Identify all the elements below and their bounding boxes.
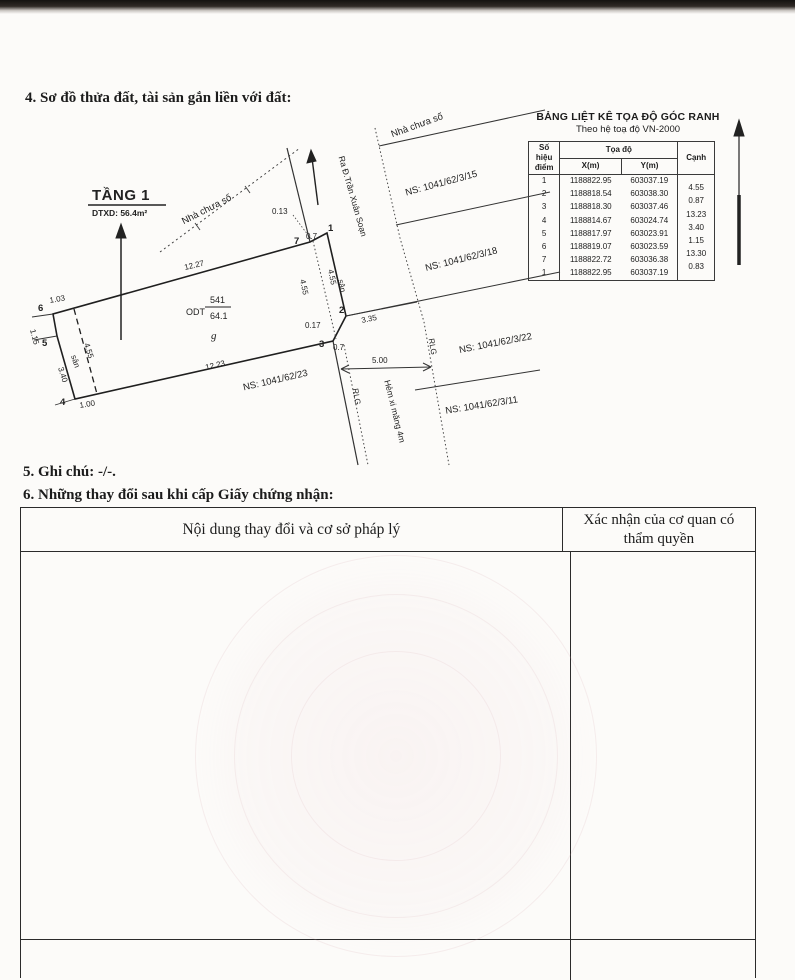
dim-013: 0.13 bbox=[272, 207, 288, 216]
changes-col2-header: Xác nhận của cơ quan có thẩm quyền bbox=[583, 511, 735, 547]
changes-table-header-row bbox=[21, 508, 755, 552]
north-arrow-icon bbox=[116, 224, 126, 340]
table-row: 1 1188822.95 603037.19 bbox=[529, 175, 715, 188]
ns-label-15: NS: 1041/62/3/15 bbox=[404, 168, 479, 199]
coordinate-table-subtitle: Theo hệ toạ độ VN-2000 bbox=[575, 124, 681, 135]
table-row: 3 1188818.30 603037.46 0.87 bbox=[529, 201, 715, 214]
dim-line-335 bbox=[346, 302, 417, 316]
scan-artifact-top-bar bbox=[0, 0, 795, 14]
plot-area: 64.1 bbox=[210, 311, 228, 321]
ns-label-18: NS: 1041/62/3/18 bbox=[424, 245, 499, 274]
dim-07-bottom: 0.7 bbox=[333, 343, 345, 352]
alley-name-label: Hẻm xi măng 4m bbox=[382, 378, 408, 444]
road-name-label: Ra Đ.Trần Xuân Soạn bbox=[336, 154, 370, 238]
table-row: 2 1188818.54 603038.30 4.55 bbox=[529, 188, 715, 201]
col-header-y: Y(m) bbox=[621, 158, 678, 175]
table-row: 1 1188822.95 603037.19 0.83 bbox=[529, 267, 715, 280]
ns-label-23: NS: 1041/62/23 bbox=[242, 367, 309, 394]
dim-front-a: 4.55 bbox=[298, 278, 311, 296]
label-san-left: sân bbox=[69, 353, 82, 369]
col-header-x: X(m) bbox=[560, 158, 621, 175]
col-header-coords: Tọa độ bbox=[560, 142, 678, 159]
coordinate-table-title: BẢNG LIỆT KÊ TỌA ĐỘ GÓC RANH bbox=[536, 111, 720, 123]
label-nha-chua-so-b: Nhà chưa số bbox=[389, 111, 445, 141]
changes-col1-header: Nội dung thay đổi và cơ sở pháp lý bbox=[21, 508, 563, 551]
floor-area: DTXD: 56.4m² bbox=[92, 208, 148, 218]
table-row: 5 1188817.97 603023.91 3.40 bbox=[529, 227, 715, 240]
dim-07-top: 0.7 bbox=[306, 232, 318, 241]
point-2: 2 bbox=[339, 305, 345, 316]
point-4: 4 bbox=[60, 397, 66, 408]
dim-017: 0.17 bbox=[305, 321, 321, 330]
changes-col2-cell bbox=[571, 552, 754, 939]
rlg-label-b: RLG bbox=[426, 337, 439, 356]
witness-ticks bbox=[32, 314, 75, 405]
dim-left-bottom: 1.00 bbox=[78, 398, 96, 410]
plot-landuse: ODT bbox=[186, 307, 205, 317]
dim-divider-455: 4.55 bbox=[82, 341, 96, 360]
dim-front-b: 4.55 bbox=[326, 268, 339, 286]
dim-left-top: 1.03 bbox=[48, 293, 66, 305]
dim-340: 3.40 bbox=[56, 365, 70, 384]
dim-115: 1.15 bbox=[28, 328, 41, 346]
section4-heading: 4. Sơ đồ thửa đất, tài sản gắn liền với đất: bbox=[25, 90, 292, 106]
changes-col2-cell-2 bbox=[571, 940, 754, 980]
rlg-label-a: RLG bbox=[350, 387, 363, 406]
plot-letter: g bbox=[211, 330, 217, 342]
dim-500: 5.00 bbox=[372, 356, 388, 365]
label-san-right: sân bbox=[336, 278, 348, 294]
road-direction-arrow bbox=[307, 150, 318, 205]
changes-col1-cell-2 bbox=[21, 940, 571, 980]
section5-heading: 5. Ghi chú: -/-. bbox=[23, 464, 116, 480]
map-north-symbol-icon bbox=[734, 120, 744, 265]
table-row: 7 1188822.72 603036.38 13.30 bbox=[529, 254, 715, 267]
point-7: 7 bbox=[294, 236, 300, 247]
ns-label-22: NS: 1041/62/3/22 bbox=[458, 331, 533, 357]
point-3: 3 bbox=[319, 339, 325, 350]
dim-bottom-edge: 12.23 bbox=[204, 358, 226, 372]
section6-heading: 6. Những thay đổi sau khi cấp Giấy chứng nhận: bbox=[23, 487, 334, 503]
point-5: 5 bbox=[42, 338, 48, 349]
circular-watermark bbox=[195, 555, 597, 957]
col-header-point: Số hiệu điểm bbox=[529, 142, 560, 175]
floor-title: TẦNG 1 bbox=[92, 187, 151, 204]
table-row: 6 1188819.07 603023.59 1.15 bbox=[529, 240, 715, 253]
plot-number: 541 bbox=[210, 295, 226, 305]
coordinate-table bbox=[528, 141, 715, 281]
point-6: 6 bbox=[38, 303, 44, 314]
ns-label-11: NS: 1041/62/3/11 bbox=[444, 394, 519, 417]
point-1: 1 bbox=[328, 223, 334, 234]
table-row: 4 1188814.67 603024.74 13.23 bbox=[529, 214, 715, 227]
dim-335: 3.35 bbox=[360, 312, 378, 325]
road-left-edge bbox=[287, 148, 310, 242]
dim-top-edge: 12.27 bbox=[183, 258, 205, 272]
label-nha-chua-so-a: Nhà chưa số bbox=[180, 192, 234, 228]
coordinate-table-block bbox=[528, 111, 728, 281]
col-header-edge: Cạnh bbox=[678, 142, 715, 175]
